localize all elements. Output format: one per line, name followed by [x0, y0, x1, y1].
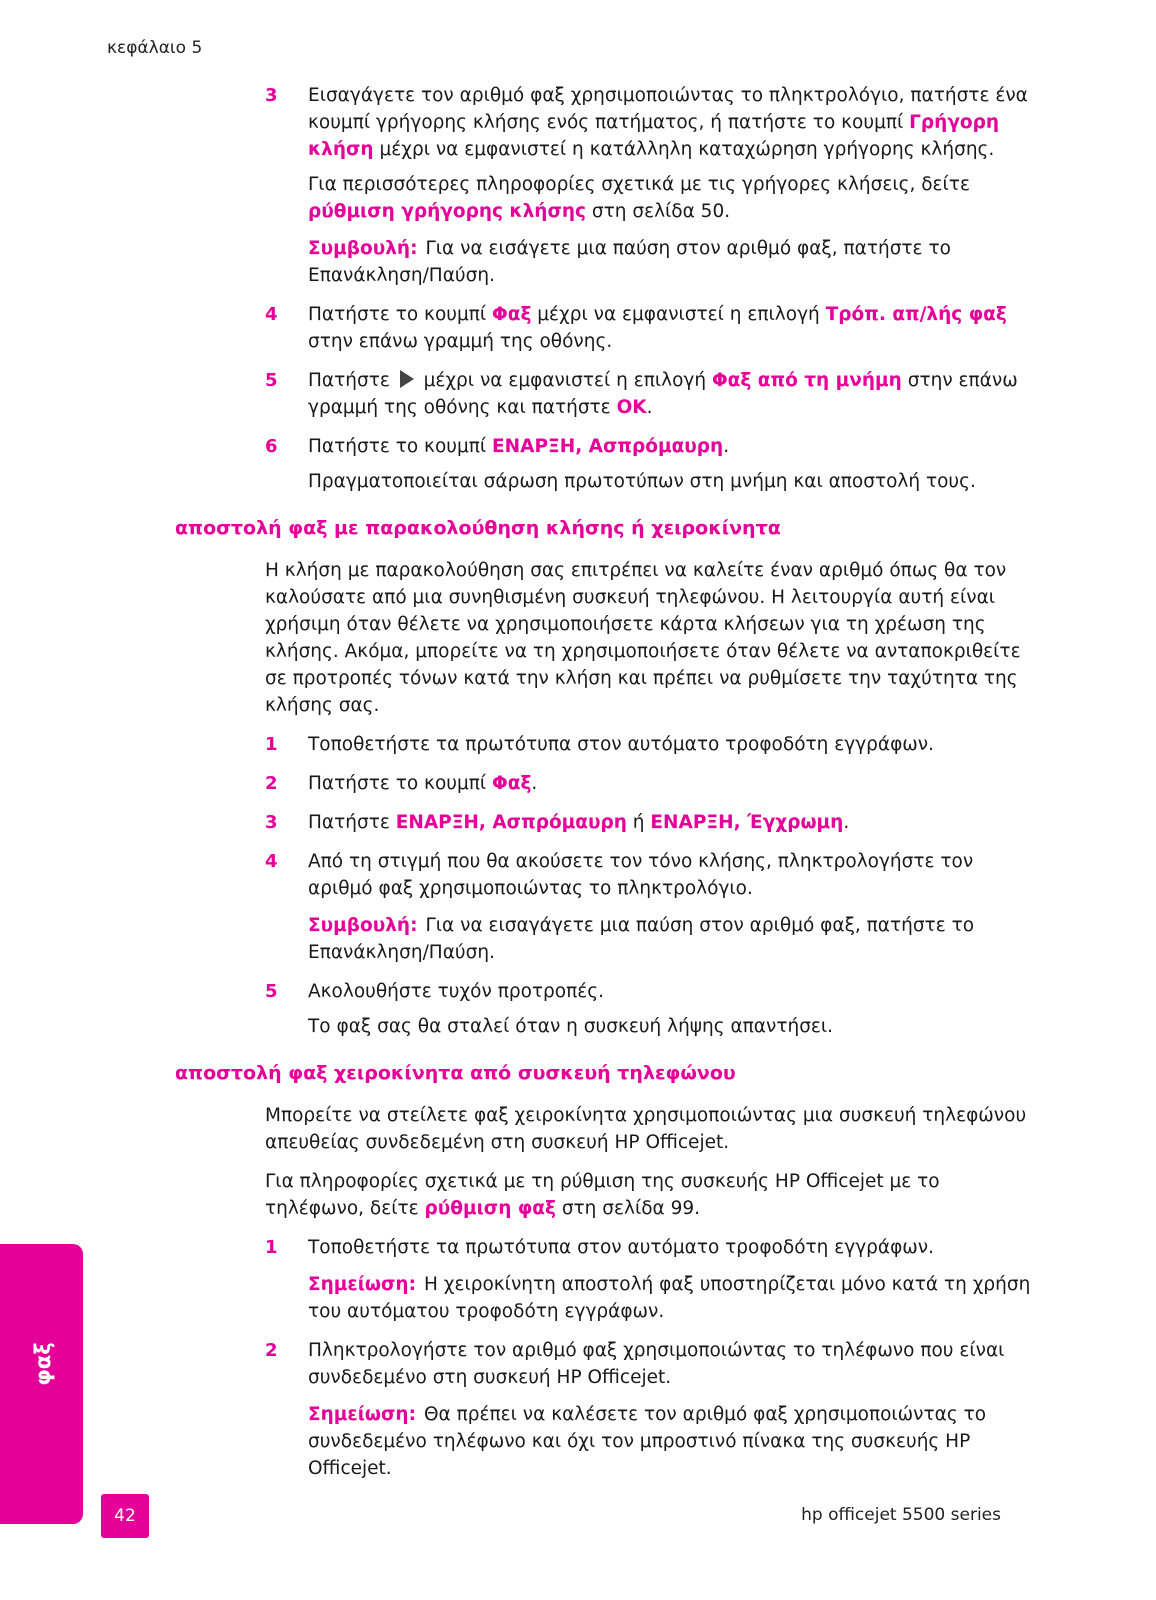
step-4	[265, 301, 1035, 355]
section-heading-dial-monitoring: αποστολή φαξ με παρακολούθηση κλήσης ή χειροκίνητα	[175, 517, 781, 539]
step-text	[308, 82, 1035, 163]
tip	[308, 912, 1035, 966]
step-5	[265, 367, 1035, 421]
step-subtext: Το φαξ σας θα σταλεί όταν η συσκευή λήψης απαντήσει.	[308, 1016, 834, 1037]
note-text: Η χειροκίνητη αποστολή φαξ υποστηρίζεται μόνο κατά τη χρήση του αυτόματου τροφοδότη εγγράφων.	[308, 1274, 1031, 1322]
chapter-header: κεφάλαιο 5	[107, 38, 203, 58]
ok-button-ref: OK	[616, 397, 647, 418]
text: Τοποθετήστε τα πρωτότυπα στον αυτόματο τροφοδότη εγγράφων.	[308, 734, 935, 755]
step-1	[265, 1234, 1035, 1325]
text: .	[723, 436, 730, 457]
step-1	[265, 731, 1035, 758]
text: στην επάνω γραμμή της οθόνης και πατήστε	[308, 370, 1018, 418]
step-number: 5	[265, 981, 278, 1002]
section-paragraph	[265, 1168, 1035, 1222]
text: Πατήστε	[308, 812, 396, 833]
step-text: Ακολουθήστε τυχόν προτροπές.	[308, 981, 604, 1002]
chapter-side-tab	[0, 1244, 83, 1524]
step-4	[265, 848, 1035, 966]
step-number: 4	[265, 851, 278, 872]
tip-label: Συμβουλή:	[308, 915, 418, 936]
text: Πατήστε το κουμπί	[308, 436, 493, 457]
start-color-button-ref: ΕΝΑΡΞΗ, Έγχρωμη	[650, 812, 844, 833]
text: μέχρι να εμφανιστεί η κατάλληλη καταχώρηση γρήγορης κλήσης.	[373, 139, 995, 160]
fax-button-ref: Φαξ	[492, 773, 532, 794]
note	[308, 1271, 1035, 1325]
fax-from-memory-option-ref: Φαξ από τη μνήμη	[711, 370, 902, 391]
step-6	[265, 433, 1035, 495]
step-number: 5	[265, 370, 278, 391]
footer-product-name: hp officejet 5500 series	[801, 1505, 1001, 1525]
note-label: Σημείωση:	[308, 1404, 416, 1425]
text: στην επάνω γραμμή της οθόνης.	[308, 331, 613, 352]
page-content	[175, 82, 1035, 1494]
step-number: 2	[265, 773, 278, 794]
speed-dial-button-ref: Γρήγορη κλήση	[308, 112, 1000, 160]
text: στη σελίδα 50.	[586, 201, 731, 222]
step-number: 4	[265, 304, 278, 325]
step-text: Από τη στιγμή που θα ακούσετε τον τόνο κλήσης, πληκτρολογήστε τον αριθμό φαξ χρησιμοποιώντας το πληκτρολόγιο.	[308, 851, 974, 899]
text: στη σελίδα 99.	[555, 1198, 701, 1219]
step-3	[265, 82, 1035, 289]
text: .	[646, 397, 653, 418]
step-number: 6	[265, 436, 278, 457]
text: Εισαγάγετε τον αριθμό φαξ χρησιμοποιώντας το πληκτρολόγιο, πατήστε ένα κουμπί γρήγορης κλήσης ενός πατήματος, ή πατήστε το κουμπί	[308, 85, 1028, 133]
note-label: Σημείωση:	[308, 1274, 416, 1295]
text: μέχρι να εμφανιστεί η επιλογή	[417, 370, 712, 391]
tip-text: Για να εισάγετε μια παύση στον αριθμό φαξ, πατήστε το Επανάκληση/Παύση.	[308, 238, 951, 286]
step-text: Τοποθετήστε τα πρωτότυπα στον αυτόματο τροφοδότη εγγράφων.	[308, 1237, 935, 1258]
fax-button-ref: Φαξ	[492, 304, 532, 325]
tip-text: Για να εισαγάγετε μια παύση στον αριθμό φαξ, πατήστε το Επανάκληση/Παύση.	[308, 915, 975, 963]
section-intro: Η κλήση με παρακολούθηση σας επιτρέπει να καλείτε έναν αριθμό όπως θα τον καλούσατε από μια συνηθισμένη συσκευή τηλεφώνου. Η λειτουργία αυτή είναι χρήσιμη όταν θέλετε να χρησιμοποιήσετε κάρτα κλήσεων για τη χρέωση της κλήσης. Ακόμα, μπορείτε να τη χρησιμοποιήσετε όταν θέλετε να ανταποκριθείτε σε προτροπές τόνων κατά την κλήση και πρέπει να ρυθμίσετε την ταχύτητα της κλήσης σας.	[265, 560, 1021, 716]
text: μέχρι να εμφανιστεί η επιλογή	[531, 304, 826, 325]
step-text: Πληκτρολογήστε τον αριθμό φαξ χρησιμοποιώντας το τηλέφωνο που είναι συνδεδεμένο στη συσκευή HP Officejet.	[308, 1340, 1005, 1388]
step-subtext: Πραγματοποιείται σάρωση πρωτοτύπων στη μνήμη και αποστολή τους.	[308, 471, 976, 492]
section-heading-manual-phone: αποστολή φαξ χειροκίνητα από συσκευή τηλεφώνου	[175, 1062, 736, 1084]
text: Για πληροφορίες σχετικά με τη ρύθμιση της συσκευής HP Officejet με το τηλέφωνο, δείτε	[265, 1171, 940, 1219]
step-number: 2	[265, 1340, 278, 1361]
step-number: 3	[265, 85, 278, 106]
fax-mode-option-ref: Τρόπ. απ/λής φαξ	[825, 304, 1007, 325]
section-paragraph: Μπορείτε να στείλετε φαξ χειροκίνητα χρησιμοποιώντας μια συσκευή τηλεφώνου απευθείας συνδεδεμένη στη συσκευή HP Officejet.	[265, 1105, 1027, 1153]
text: Πατήστε	[308, 370, 396, 391]
page-number: 42	[101, 1494, 149, 1538]
note-text: Θα πρέπει να καλέσετε τον αριθμό φαξ χρησιμοποιώντας το συνδεδεμένο τηλέφωνο και όχι τον μπροστινό πίνακα της συσκευής HP Officejet.	[308, 1404, 987, 1479]
step-3	[265, 809, 1035, 836]
text: Πατήστε το κουμπί	[308, 773, 493, 794]
step-2	[265, 770, 1035, 797]
step-number: 3	[265, 812, 278, 833]
step-2	[265, 1337, 1035, 1482]
text: .	[843, 812, 850, 833]
tip-label: Συμβουλή:	[308, 238, 418, 259]
text: Πατήστε το κουμπί	[308, 304, 493, 325]
start-bw-button-ref: ΕΝΑΡΞΗ, Ασπρόμαυρη	[492, 436, 724, 457]
text: ή	[626, 812, 651, 833]
tip	[308, 235, 1035, 289]
speed-dial-setup-link[interactable]: ρύθμιση γρήγορης κλήσης	[308, 201, 586, 222]
start-bw-button-ref: ΕΝΑΡΞΗ, Ασπρόμαυρη	[395, 812, 627, 833]
step-5	[265, 978, 1035, 1040]
right-arrow-icon	[400, 370, 414, 388]
text: Για περισσότερες πληροφορίες σχετικά με τις γρήγορες κλήσεις, δείτε	[308, 174, 970, 195]
step-number: 1	[265, 734, 278, 755]
text: .	[531, 773, 538, 794]
fax-setup-link[interactable]: ρύθμιση φαξ	[424, 1198, 556, 1219]
step-subtext	[308, 171, 1035, 225]
note	[308, 1401, 1035, 1482]
step-number: 1	[265, 1237, 278, 1258]
side-tab-label: φαξ	[31, 1342, 55, 1386]
